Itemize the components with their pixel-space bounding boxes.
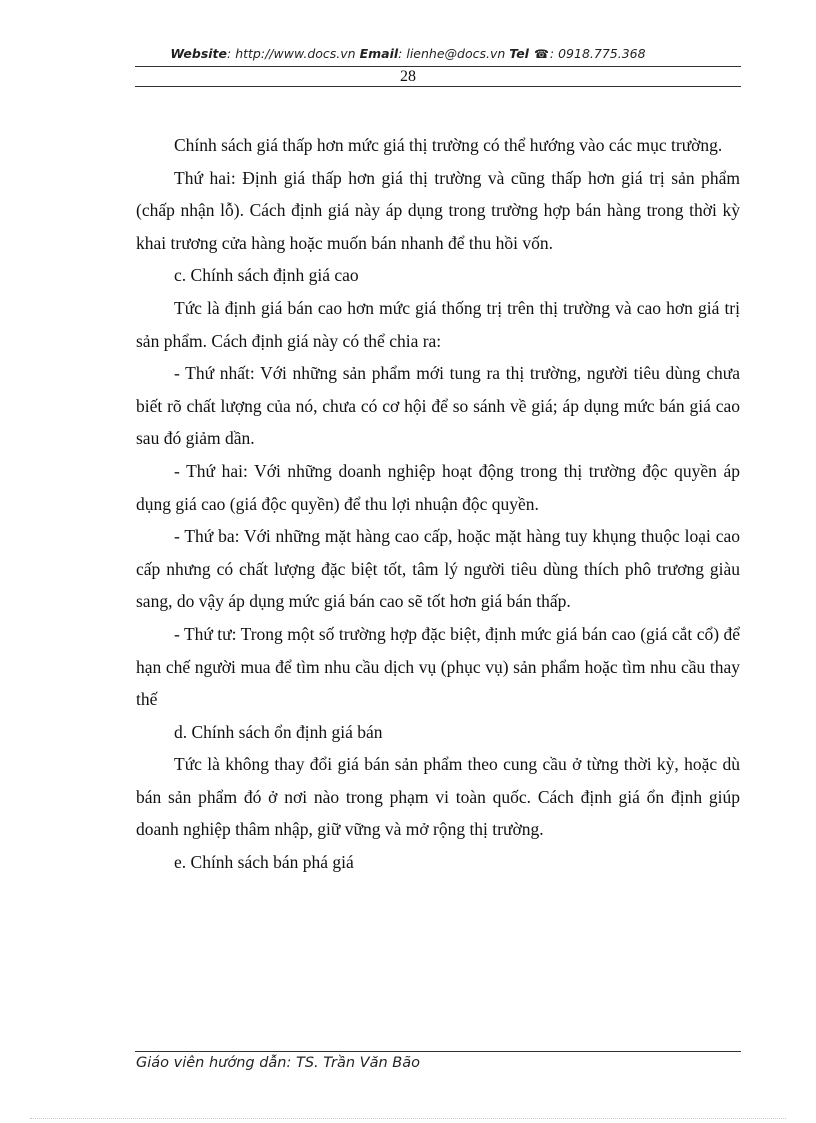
paragraph: - Thứ hai: Với những doanh nghiệp hoạt động trong thị trường độc quyền áp dụng giá cao (giá độc quyền) để thu lợi nhuận độc quyền.	[136, 460, 740, 514]
header-rule	[135, 66, 741, 67]
website-label: Website	[170, 46, 228, 61]
tel-value: : 0918.775.368	[549, 46, 646, 61]
email-label: Email	[359, 46, 399, 61]
footer-rule	[135, 1051, 741, 1052]
email-value: : lienhe@docs.vn	[398, 46, 506, 61]
section-heading: d. Chính sách ổn định giá bán	[174, 721, 383, 742]
body-text	[136, 129, 740, 879]
paragraph: Tức là không thay đổi giá bán sản phẩm theo cung cầu ở từng thời kỳ, hoặc dù bán sản phẩm đó ở nơi nào trong phạm vi toàn quốc. Cách định giá ổn định giúp doanh nghiệp thâm nhập, giữ vững và mở rộng thị trường.	[136, 754, 740, 840]
page-bottom-border	[30, 1118, 786, 1119]
page-footer: Giáo viên hướng dẫn: TS. Trần Văn Bão	[136, 1055, 420, 1071]
paragraph: - Thứ ba: Với những mặt hàng cao cấp, hoặc mặt hàng tuy khụng thuộc loại cao cấp nhưng có chất lượng đặc biệt tốt, tâm lý người tiêu dùng thích phô trương giàu sang, do vậy áp dụng mức giá bán cao sẽ tốt hơn giá bán thấp.	[136, 526, 740, 612]
tel-label: Tel	[509, 46, 529, 61]
paragraph: Thứ hai: Định giá thấp hơn giá thị trường và cũng thấp hơn giá trị sản phẩm (chấp nhận lỗ). Cách định giá này áp dụng trong trường hợp bán hàng trong thời kỳ khai trương cửa hàng hoặc muốn bán nhanh để thu hồi vốn.	[136, 167, 740, 253]
paragraph: Chính sách giá thấp hơn mức giá thị trường có thể hướng vào các mục trường.	[174, 135, 723, 155]
page-number: 28	[400, 68, 416, 85]
paragraph: Tức là định giá bán cao hơn mức giá thống trị trên thị trường và cao hơn giá trị sản phẩm. Cách định giá này có thể chia ra:	[136, 297, 740, 351]
section-heading: c. Chính sách định giá cao	[174, 265, 359, 286]
paragraph: - Thứ tư: Trong một số trường hợp đặc biệt, định mức giá bán cao (giá cắt cổ) để hạn chế người mua để tìm nhu cầu dịch vụ (phục vụ) sản phẩm hoặc tìm nhu cầu thay thế	[136, 623, 740, 710]
phone-icon: ☎	[533, 47, 549, 61]
section-heading: e. Chính sách bán phá giá	[174, 852, 354, 873]
page-number-rule	[135, 86, 741, 87]
page-header	[0, 46, 816, 61]
website-value: : http://www.docs.vn	[227, 46, 356, 61]
paragraph: - Thứ nhất: Với những sản phẩm mới tung ra thị trường, người tiêu dùng chưa biết rõ chất lượng của nó, chưa có cơ hội để so sánh về giá; áp dụng mức bán giá cao sau đó giảm dần.	[136, 363, 740, 449]
